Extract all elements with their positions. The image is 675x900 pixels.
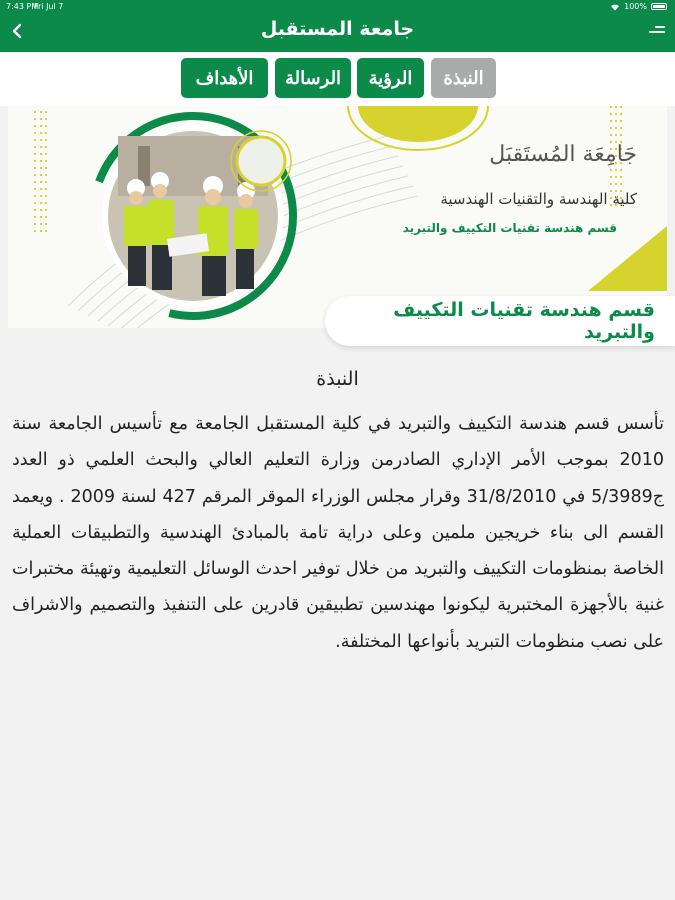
department-name: قسم هندسة تقنيات التكييف والتبريد	[402, 221, 617, 235]
overview-text: تأسس قسم هندسة التكييف والتبريد في كلية المستقبل الجامعة مع تأسيس الجامعة سنة 2010 بموجب الأمر الإداري الصادرمن وزارة التعليم العالي والبحث العلمي ذو العدد ج5/3989 في 31/8/2010 وقرار مجلس الوزراء الموقر المرقم 427 لسنة 2009 . ويعمد القسم الى بناء خريجين ملمين وعلى دراية تامة بالمبادئ الهندسية والتطبيقات العملية الخاصة بمنظومات التكييف والتبريد من خلال توفير احدث الوسائل التعليمية وتهيئة مختبرات غنية بالأجهزة المختبرية ليكونوا مهندسين تطبيقين قادرين على التنفيذ والتصميم والاشراف على نصب منظومات التبريد بأنواعها المختلفة.	[12, 414, 665, 652]
status-date: Fri Jul 7	[34, 2, 64, 11]
battery-percent: 100%	[624, 2, 647, 11]
wifi-icon	[610, 3, 620, 11]
section-title: النبذة	[316, 368, 359, 390]
menu-icon-bar	[649, 31, 665, 33]
department-caption: قسم هندسة تقنيات التكييف والتبريد	[325, 296, 675, 346]
menu-button[interactable]	[649, 26, 665, 38]
tab-vision[interactable]: الرؤية	[357, 58, 424, 98]
status-right	[610, 2, 667, 11]
corner-shape	[588, 226, 667, 291]
banner-graphic	[8, 106, 667, 328]
page-title: جامعة المستقبل	[260, 18, 415, 40]
university-logo: جَامِعَة المُستَقبَل	[489, 142, 637, 167]
status-bar	[0, 2, 675, 14]
college-name: كلية الهندسة والتقنيات الهندسية	[440, 190, 637, 208]
app-header	[0, 0, 675, 52]
accent-circle	[237, 137, 285, 185]
battery-icon	[651, 3, 667, 10]
yellow-arc	[358, 106, 478, 142]
tab-goals[interactable]: الأهداف	[181, 58, 268, 98]
tab-overview[interactable]: النبذة	[431, 58, 496, 98]
menu-icon	[655, 26, 665, 28]
status-time: 7:43 PM	[6, 2, 39, 11]
tab-message[interactable]: الرسالة	[275, 58, 351, 98]
department-banner	[8, 106, 667, 328]
tab-bar	[0, 52, 675, 106]
